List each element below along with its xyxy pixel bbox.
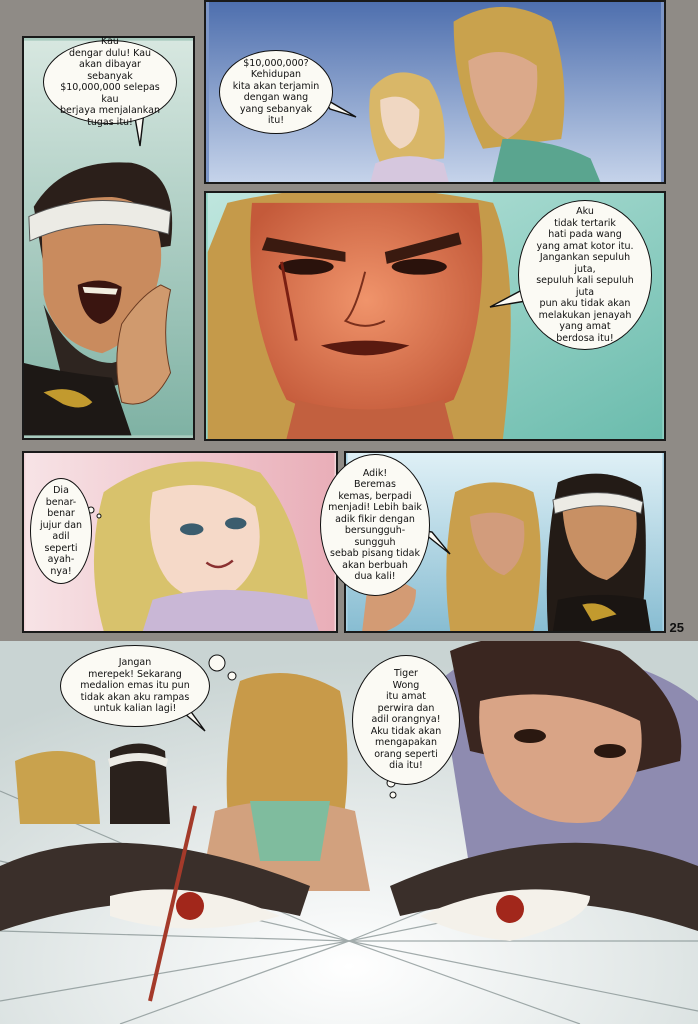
- speech-bubble-advice: Adik! Beremas kemas, berpadi menjadi! Lebih baik adik fikir dengan bersungguh-sungguh sebab pisang tidak akan berbuah dua kali!: [320, 454, 430, 596]
- speech-bubble-ten-million: $10,000,000? Kehidupan kita akan terjamin dengan wang yang sebanyak itu!: [219, 50, 333, 134]
- page-number: 25: [669, 620, 684, 635]
- speech-bubble-offer: Kau dengar dulu! Kau akan dibayar sebanyak $10,000,000 selepas kau berjaya menjalankan tugas itu!: [43, 40, 177, 124]
- speech-bubble-refusal: Aku tidak tertarik hati pada wang yang amat kotor itu. Jangankan sepuluh juta, sepuluh kali sepuluh juta pun aku tidak akan melakukan jenayah yang amat berdosa itu!: [518, 200, 652, 350]
- thought-bubble-tiger-wong: Tiger Wong itu amat perwira dan adil orangnya! Aku tidak akan mengapakan orang seperti dia itu!: [352, 655, 460, 785]
- thought-bubble-honest: Dia benar- benar jujur dan adil seperti ayah- nya!: [30, 478, 92, 584]
- speech-bubble-medallion: Jangan merepek! Sekarang medalion emas itu pun tidak akan aku rampas untuk kalian lagi!: [60, 645, 210, 727]
